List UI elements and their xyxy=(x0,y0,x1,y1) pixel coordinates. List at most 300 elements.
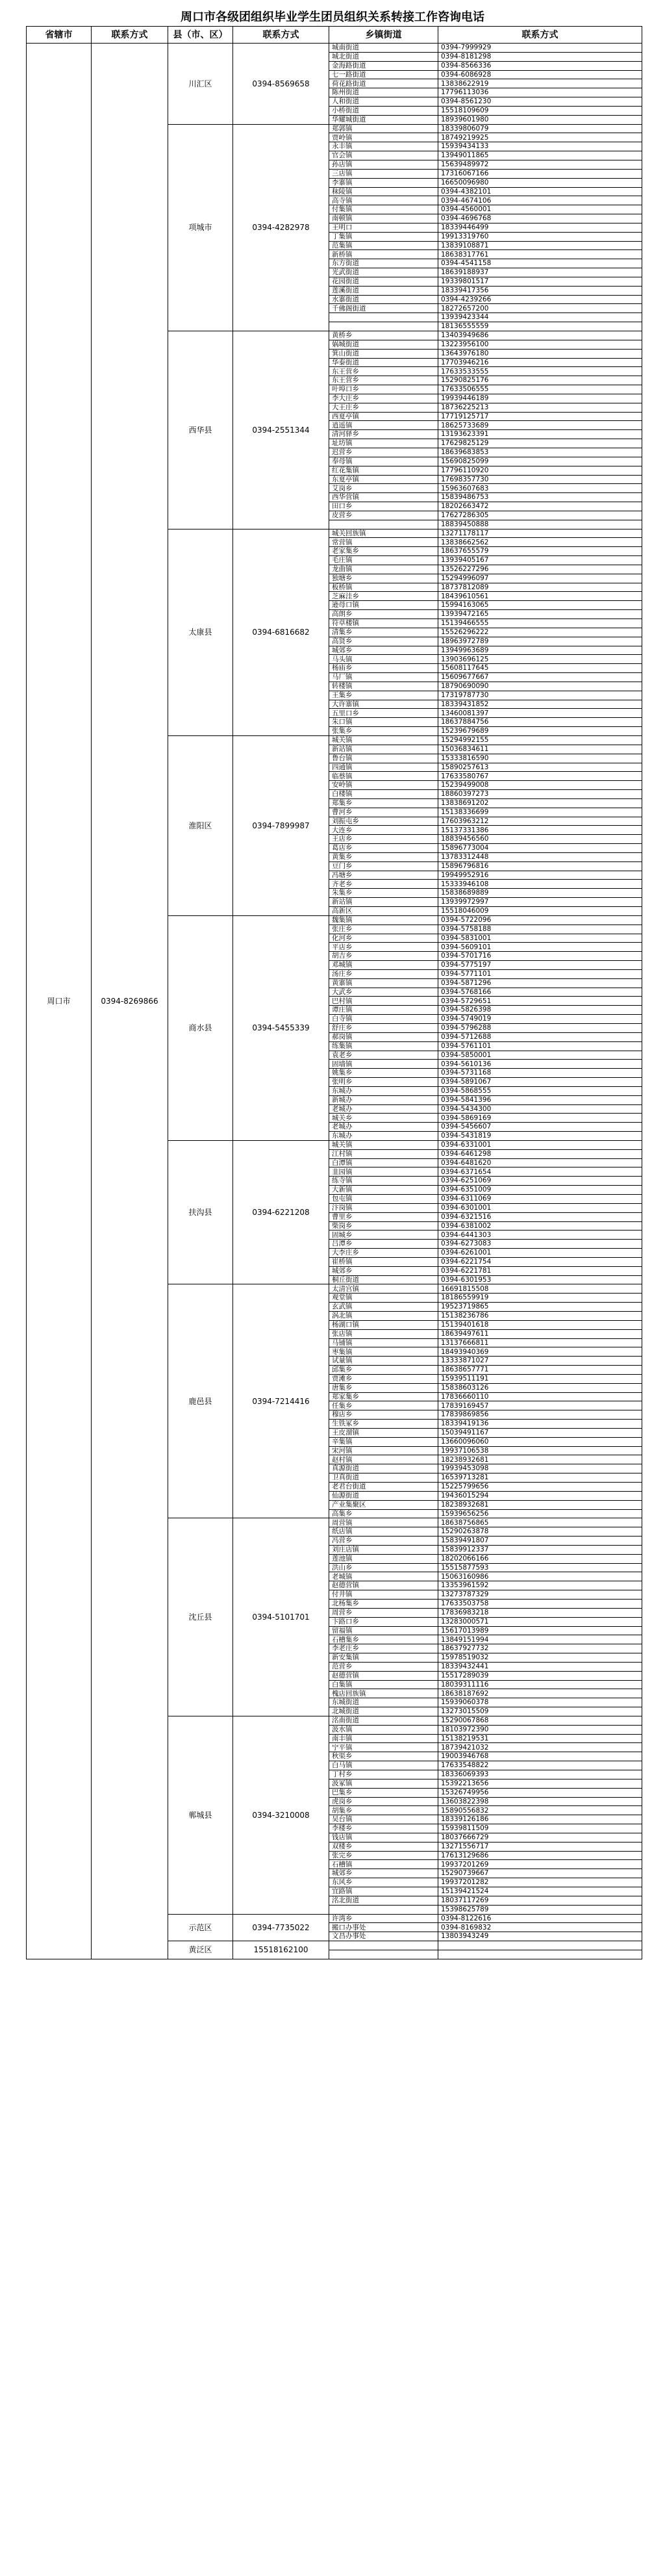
town-name: 城北街道 xyxy=(329,52,438,61)
town-phone: 15138236786 xyxy=(438,1311,642,1320)
town-phone: 13803943249 xyxy=(438,1932,642,1941)
town-name: 转楼镇 xyxy=(329,682,438,691)
town-phone: 0394-5841396 xyxy=(438,1095,642,1104)
town-name: 板桥镇 xyxy=(329,583,438,592)
town-name: 符草楼镇 xyxy=(329,619,438,628)
town-phone: 18336069393 xyxy=(438,1770,642,1779)
county-name: 扶沟县 xyxy=(168,1140,233,1284)
town-name: 吕潭乡 xyxy=(329,1240,438,1249)
town-phone xyxy=(438,1941,642,1950)
town-name: 张集乡 xyxy=(329,727,438,736)
town-name: 郑集乡 xyxy=(329,798,438,808)
town-phone: 13939972997 xyxy=(438,898,642,907)
town-phone: 19003946768 xyxy=(438,1752,642,1761)
county-name: 太康县 xyxy=(168,529,233,735)
town-phone: 18639497611 xyxy=(438,1329,642,1338)
town-phone: 18860397273 xyxy=(438,790,642,799)
town-phone: 0394-4239266 xyxy=(438,295,642,304)
town-name: 江村镇 xyxy=(329,1149,438,1158)
town-name: 产业集聚区 xyxy=(329,1500,438,1509)
town-name: 钱店镇 xyxy=(329,1833,438,1842)
town-phone: 15939060378 xyxy=(438,1698,642,1707)
town-name: 临蔡镇 xyxy=(329,772,438,781)
town-phone: 15896796816 xyxy=(438,861,642,871)
town-name: 老君台街道 xyxy=(329,1483,438,1492)
town-name: 东方街道 xyxy=(329,259,438,268)
town-phone: 15290825176 xyxy=(438,376,642,385)
town-phone: 13849151994 xyxy=(438,1635,642,1644)
town-name: 新站镇 xyxy=(329,745,438,754)
town-name: 清集乡 xyxy=(329,628,438,637)
town-phone: 17703946216 xyxy=(438,358,642,367)
town-name: 老城镇 xyxy=(329,1572,438,1581)
town-name: 卫真街道 xyxy=(329,1473,438,1483)
town-name: 包屯镇 xyxy=(329,1195,438,1204)
county-phone: 0394-7899987 xyxy=(233,735,329,915)
town-name: 邓城镇 xyxy=(329,961,438,970)
town-name: 五里口乡 xyxy=(329,709,438,718)
town-name: 贾岭镇 xyxy=(329,133,438,142)
town-name: 黄寨镇 xyxy=(329,978,438,988)
town-name: 贾滩乡 xyxy=(329,1374,438,1383)
town-name: 杨湖口镇 xyxy=(329,1320,438,1329)
town-phone: 0394-5891067 xyxy=(438,1078,642,1087)
town-phone: 15139466555 xyxy=(438,619,642,628)
town-phone: 15392213656 xyxy=(438,1779,642,1788)
town-phone: 17603963212 xyxy=(438,817,642,826)
town-phone: 15518046009 xyxy=(438,907,642,916)
town-phone: 18039311116 xyxy=(438,1680,642,1689)
town-name: 辛集镇 xyxy=(329,1437,438,1446)
town-phone: 13949963689 xyxy=(438,646,642,655)
town-phone: 0394-8169832 xyxy=(438,1923,642,1932)
town-name: 刘振屯乡 xyxy=(329,817,438,826)
town-phone: 18037117269 xyxy=(438,1896,642,1905)
town-phone: 15333946108 xyxy=(438,880,642,889)
town-phone: 15239679689 xyxy=(438,727,642,736)
town-phone: 0394-4696768 xyxy=(438,214,642,223)
town-phone: 0394-5796288 xyxy=(438,1023,642,1032)
town-phone: 18739421032 xyxy=(438,1743,642,1752)
town-phone: 0394-5722096 xyxy=(438,915,642,925)
town-name: 汤庄乡 xyxy=(329,969,438,978)
town-phone: 17836660110 xyxy=(438,1392,642,1401)
county-name: 淮阳区 xyxy=(168,735,233,915)
town-phone: 13939472165 xyxy=(438,610,642,619)
town-name: 址坊镇 xyxy=(329,439,438,448)
town-phone: 15838603126 xyxy=(438,1383,642,1392)
town-name: 陈州街道 xyxy=(329,88,438,97)
town-phone: 0394-6261001 xyxy=(438,1249,642,1258)
town-phone: 13949011865 xyxy=(438,151,642,160)
town-phone: 15239499008 xyxy=(438,781,642,790)
town-phone xyxy=(438,1950,642,1959)
town-name: 生铁冢乡 xyxy=(329,1420,438,1429)
header-county-phone: 联系方式 xyxy=(233,27,329,44)
town-name: 城郊乡 xyxy=(329,1266,438,1275)
town-name: 高新区 xyxy=(329,907,438,916)
town-name: 叶埠口乡 xyxy=(329,385,438,394)
town-name: 赵德营镇 xyxy=(329,1671,438,1680)
town-name: 张完乡 xyxy=(329,1851,438,1860)
town-phone: 0394-4541158 xyxy=(438,259,642,268)
town-name xyxy=(329,520,438,529)
town-name: 东城街道 xyxy=(329,1698,438,1707)
town-phone: 18202066166 xyxy=(438,1554,642,1563)
town-phone: 13460081397 xyxy=(438,709,642,718)
town-phone: 17633506555 xyxy=(438,385,642,394)
town-phone: 18638657771 xyxy=(438,1366,642,1375)
town-phone: 18339446499 xyxy=(438,223,642,232)
town-name xyxy=(329,313,438,322)
table-row xyxy=(27,44,642,53)
town-phone: 18339432441 xyxy=(438,1662,642,1671)
town-phone: 18638756865 xyxy=(438,1518,642,1527)
town-name: 逊母口镇 xyxy=(329,601,438,610)
town-phone: 18737812089 xyxy=(438,583,642,592)
town-name: 范营乡 xyxy=(329,1662,438,1671)
town-phone: 18790690090 xyxy=(438,682,642,691)
town-phone: 0394-5775197 xyxy=(438,961,642,970)
town-name: 许湾乡 xyxy=(329,1914,438,1923)
town-name: 固墙镇 xyxy=(329,1060,438,1069)
header-row xyxy=(27,27,642,44)
town-phone: 15518109609 xyxy=(438,106,642,115)
town-name: 城南街道 xyxy=(329,44,438,53)
town-phone: 18939601980 xyxy=(438,115,642,124)
town-phone: 0394-8122616 xyxy=(438,1914,642,1923)
town-name: 胡吉乡 xyxy=(329,952,438,961)
town-phone: 0394-5456607 xyxy=(438,1123,642,1132)
town-phone: 15526296222 xyxy=(438,628,642,637)
town-phone: 18272657200 xyxy=(438,304,642,313)
town-name: 独塘乡 xyxy=(329,574,438,583)
town-phone: 18339417356 xyxy=(438,286,642,295)
town-name: 马厂镇 xyxy=(329,673,438,682)
town-phone: 15939656256 xyxy=(438,1509,642,1518)
town-name: 仙源街道 xyxy=(329,1491,438,1500)
town-phone: 0394-6251069 xyxy=(438,1177,642,1186)
town-phone: 18339126186 xyxy=(438,1815,642,1824)
town-phone: 18637884756 xyxy=(438,718,642,727)
town-name: 卞路口乡 xyxy=(329,1617,438,1626)
town-name: 四通镇 xyxy=(329,763,438,772)
county-phone: 0394-7214416 xyxy=(233,1284,329,1518)
town-phone: 13271556717 xyxy=(438,1842,642,1851)
town-name: 王集乡 xyxy=(329,691,438,700)
town-phone: 18439610561 xyxy=(438,592,642,601)
town-phone: 18339419136 xyxy=(438,1420,642,1429)
town-phone: 13333871027 xyxy=(438,1357,642,1366)
town-phone: 15896773004 xyxy=(438,844,642,853)
town-phone: 15639489972 xyxy=(438,160,642,169)
town-name: 高寺镇 xyxy=(329,196,438,205)
town-name: 宜路镇 xyxy=(329,1887,438,1896)
town-phone: 0394-5868555 xyxy=(438,1086,642,1095)
town-phone: 15290067868 xyxy=(438,1716,642,1725)
town-phone: 0394-4674106 xyxy=(438,196,642,205)
town-name: 黄集乡 xyxy=(329,852,438,861)
town-phone: 15036834611 xyxy=(438,745,642,754)
town-name: 崔桥镇 xyxy=(329,1257,438,1266)
town-name: 洺北街道 xyxy=(329,1896,438,1905)
town-phone: 18639188937 xyxy=(438,268,642,277)
town-phone: 13603822398 xyxy=(438,1797,642,1806)
town-name: 城关乡 xyxy=(329,1114,438,1123)
town-name: 马铺镇 xyxy=(329,1338,438,1347)
town-name: 周营乡 xyxy=(329,1608,438,1617)
header-city: 省辖市 xyxy=(27,27,92,44)
town-phone: 18339431852 xyxy=(438,700,642,709)
town-name: 桐丘街道 xyxy=(329,1275,438,1284)
town-phone: 0394-5434300 xyxy=(438,1104,642,1114)
town-phone: 15326749956 xyxy=(438,1788,642,1797)
town-phone: 0394-5731168 xyxy=(438,1069,642,1078)
town-phone: 17319787730 xyxy=(438,691,642,700)
town-phone: 17633503758 xyxy=(438,1599,642,1608)
town-name: 杨庙乡 xyxy=(329,664,438,673)
town-name: 鲁台镇 xyxy=(329,754,438,763)
town-name: 汲水镇 xyxy=(329,1725,438,1734)
town-name: 周营镇 xyxy=(329,1518,438,1527)
town-name: 北杨集乡 xyxy=(329,1599,438,1608)
town-name: 穆店乡 xyxy=(329,1410,438,1420)
town-phone: 0394-8566336 xyxy=(438,61,642,70)
county-phone: 0394-8569658 xyxy=(233,44,329,125)
town-phone: 18736225213 xyxy=(438,403,642,412)
town-name: 枣集镇 xyxy=(329,1347,438,1357)
town-phone: 18637927732 xyxy=(438,1644,642,1653)
town-phone: 13193623391 xyxy=(438,430,642,439)
town-name xyxy=(329,1905,438,1914)
town-phone: 0394-6273083 xyxy=(438,1240,642,1249)
town-name: 老家集乡 xyxy=(329,547,438,556)
town-name: 留福镇 xyxy=(329,1626,438,1635)
town-phone: 18202663472 xyxy=(438,502,642,511)
town-name: 莲池镇 xyxy=(329,1554,438,1563)
town-name: 水寨街道 xyxy=(329,295,438,304)
town-phone: 18637655579 xyxy=(438,547,642,556)
town-phone: 19937201282 xyxy=(438,1878,642,1887)
town-name: 东城办 xyxy=(329,1086,438,1095)
town-name: 大新镇 xyxy=(329,1186,438,1195)
town-name: 宋河镇 xyxy=(329,1446,438,1455)
town-phone: 15839912337 xyxy=(438,1545,642,1554)
town-name: 玄武镇 xyxy=(329,1303,438,1312)
county-phone: 0394-6221208 xyxy=(233,1140,329,1284)
town-name: 官会镇 xyxy=(329,151,438,160)
town-name: 逍遥镇 xyxy=(329,421,438,430)
town-name: 华耀城街道 xyxy=(329,115,438,124)
town-name: 迟营乡 xyxy=(329,448,438,457)
town-phone: 15939811509 xyxy=(438,1824,642,1833)
town-phone: 19523719865 xyxy=(438,1303,642,1312)
town-name: 韭园镇 xyxy=(329,1167,438,1177)
town-phone: 0394-5610136 xyxy=(438,1060,642,1069)
town-name: 观堂镇 xyxy=(329,1294,438,1303)
town-name: 付井镇 xyxy=(329,1590,438,1600)
town-name: 清河驿乡 xyxy=(329,430,438,439)
town-phone: 18103972390 xyxy=(438,1725,642,1734)
town-name: 丁村乡 xyxy=(329,1770,438,1779)
town-name xyxy=(329,1950,438,1959)
town-name: 花园街道 xyxy=(329,277,438,286)
town-phone: 0394-5712688 xyxy=(438,1032,642,1041)
town-phone: 13403949686 xyxy=(438,331,642,340)
town-phone: 17698357730 xyxy=(438,475,642,484)
town-name: 胡集乡 xyxy=(329,1806,438,1815)
town-phone: 15517289039 xyxy=(438,1671,642,1680)
town-phone: 18493940369 xyxy=(438,1347,642,1357)
town-name: 白集镇 xyxy=(329,1680,438,1689)
town-phone: 18186559919 xyxy=(438,1294,642,1303)
town-phone: 13526227296 xyxy=(438,565,642,574)
county-name: 西华县 xyxy=(168,331,233,529)
town-name: 田口乡 xyxy=(329,502,438,511)
town-phone: 15690825099 xyxy=(438,457,642,466)
town-phone: 0394-5871296 xyxy=(438,978,642,988)
town-phone: 0394-6461298 xyxy=(438,1149,642,1158)
town-phone: 17839869856 xyxy=(438,1410,642,1420)
town-phone: 18638187692 xyxy=(438,1689,642,1698)
town-phone: 13223956100 xyxy=(438,340,642,349)
town-phone: 13660096060 xyxy=(438,1437,642,1446)
town-name: 金海路街道 xyxy=(329,61,438,70)
town-phone: 13783312448 xyxy=(438,852,642,861)
town-phone: 18339806079 xyxy=(438,124,642,133)
town-phone: 15839491807 xyxy=(438,1537,642,1546)
town-phone: 0394-6311069 xyxy=(438,1195,642,1204)
town-name: 黄桥乡 xyxy=(329,331,438,340)
town-phone: 15838689889 xyxy=(438,889,642,898)
town-phone: 15139401618 xyxy=(438,1320,642,1329)
town-phone: 15138219531 xyxy=(438,1734,642,1743)
town-name: 莲溪街道 xyxy=(329,286,438,295)
town-name: 冯塘乡 xyxy=(329,871,438,880)
town-name: 纸店镇 xyxy=(329,1527,438,1537)
town-phone: 16539713281 xyxy=(438,1473,642,1483)
town-name: 郝岗镇 xyxy=(329,1032,438,1041)
town-name: 袁老乡 xyxy=(329,1051,438,1060)
town-phone: 19913319760 xyxy=(438,232,642,241)
town-phone: 13137666811 xyxy=(438,1338,642,1347)
town-name: 红花集镇 xyxy=(329,466,438,475)
town-phone: 0394-4382101 xyxy=(438,187,642,196)
town-phone: 0394-5749019 xyxy=(438,1015,642,1024)
town-phone: 18238932681 xyxy=(438,1455,642,1464)
town-name: 齐老乡 xyxy=(329,880,438,889)
town-name: 白寺镇 xyxy=(329,1015,438,1024)
header-town-phone: 联系方式 xyxy=(438,27,642,44)
town-name: 西华营镇 xyxy=(329,493,438,502)
town-name: 白马镇 xyxy=(329,1761,438,1770)
town-name: 石槽集乡 xyxy=(329,1635,438,1644)
town-name: 槐店回族镇 xyxy=(329,1689,438,1698)
page-title: 周口市各级团组织毕业学生团员组织关系转接工作咨询电话 xyxy=(181,10,484,24)
town-name: 双楼乡 xyxy=(329,1842,438,1851)
town-name: 吴台镇 xyxy=(329,1815,438,1824)
town-phone: 15039491167 xyxy=(438,1428,642,1437)
town-phone: 19937106538 xyxy=(438,1446,642,1455)
town-phone: 15978519032 xyxy=(438,1653,642,1663)
town-phone: 17613129686 xyxy=(438,1851,642,1860)
town-phone: 15137331386 xyxy=(438,826,642,835)
town-phone: 17836983218 xyxy=(438,1608,642,1617)
town-name: 新安集镇 xyxy=(329,1653,438,1663)
town-name: 葛店乡 xyxy=(329,844,438,853)
town-phone: 0394-5831001 xyxy=(438,934,642,943)
town-name: 搬口办事处 xyxy=(329,1923,438,1932)
town-name: 永丰镇 xyxy=(329,142,438,151)
town-phone: 18639683853 xyxy=(438,448,642,457)
town-name: 平店乡 xyxy=(329,943,438,952)
town-name: 谭庄镇 xyxy=(329,1006,438,1015)
town-name: 大许寨镇 xyxy=(329,700,438,709)
town-name: 李老庄乡 xyxy=(329,1644,438,1653)
town-name: 三店镇 xyxy=(329,169,438,178)
town-name: 人和街道 xyxy=(329,97,438,107)
header-town: 乡镇街道 xyxy=(329,27,438,44)
town-phone: 0394-5758188 xyxy=(438,925,642,934)
town-name: 新站镇 xyxy=(329,898,438,907)
county-name: 沈丘县 xyxy=(168,1518,233,1716)
town-name: 城郊乡 xyxy=(329,1869,438,1878)
town-phone: 19339801517 xyxy=(438,277,642,286)
town-phone: 15515877593 xyxy=(438,1563,642,1572)
county-name: 示范区 xyxy=(168,1914,233,1941)
town-name: 王皮溜镇 xyxy=(329,1428,438,1437)
town-name: 常营镇 xyxy=(329,538,438,547)
town-phone: 0394-5768166 xyxy=(438,988,642,997)
town-name: 荷花路街道 xyxy=(329,79,438,88)
town-phone: 19937201269 xyxy=(438,1860,642,1869)
town-name xyxy=(329,1941,438,1950)
town-name: 大武乡 xyxy=(329,988,438,997)
town-phone: 18749219925 xyxy=(438,133,642,142)
town-name: 西夏亭镇 xyxy=(329,412,438,421)
town-name: 练集镇 xyxy=(329,1041,438,1051)
town-name: 巴村镇 xyxy=(329,997,438,1006)
town-phone: 13283000571 xyxy=(438,1617,642,1626)
town-name: 郑家集乡 xyxy=(329,1392,438,1401)
town-name: 文昌办事处 xyxy=(329,1932,438,1941)
town-phone: 0394-4560001 xyxy=(438,205,642,214)
town-name: 安岭镇 xyxy=(329,781,438,790)
town-name: 虎岗乡 xyxy=(329,1797,438,1806)
town-name: 巴集乡 xyxy=(329,1788,438,1797)
town-phone: 15138336699 xyxy=(438,808,642,817)
town-phone: 15225799656 xyxy=(438,1483,642,1492)
town-phone: 0394-6301001 xyxy=(438,1203,642,1212)
town-name: 孙店镇 xyxy=(329,160,438,169)
town-name: 芝麻洼乡 xyxy=(329,592,438,601)
town-name: 李寨镇 xyxy=(329,178,438,187)
town-phone: 15063160986 xyxy=(438,1572,642,1581)
town-name: 小桥街道 xyxy=(329,106,438,115)
town-phone: 0394-6221781 xyxy=(438,1266,642,1275)
town-name: 箕山街道 xyxy=(329,349,438,358)
town-phone: 13903696125 xyxy=(438,655,642,664)
town-phone: 0394-6381002 xyxy=(438,1221,642,1231)
town-phone: 17796110920 xyxy=(438,466,642,475)
town-phone: 15139421524 xyxy=(438,1887,642,1896)
town-name: 邱集乡 xyxy=(329,1366,438,1375)
town-phone: 17633533555 xyxy=(438,367,642,376)
town-phone: 13939423344 xyxy=(438,313,642,322)
town-name: 老城办 xyxy=(329,1104,438,1114)
town-name: 大王庄乡 xyxy=(329,403,438,412)
town-phone: 15294992155 xyxy=(438,735,642,745)
